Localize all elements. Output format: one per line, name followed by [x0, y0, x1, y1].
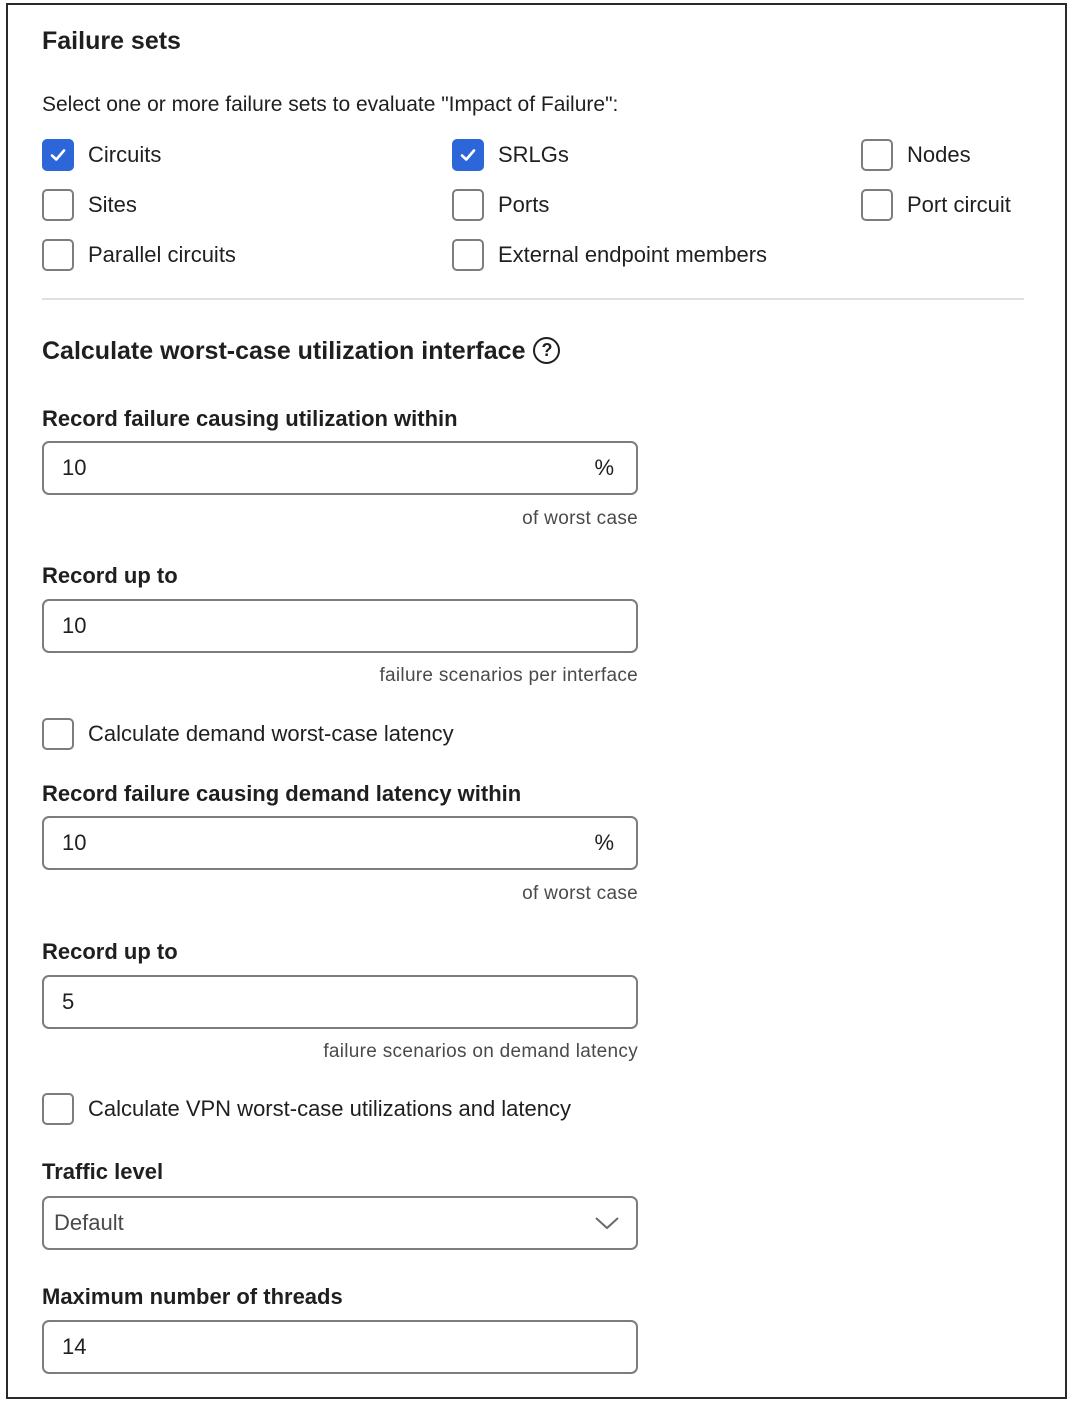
checkbox-parallel-circuits[interactable]: [42, 239, 236, 271]
percent-unit: %: [594, 830, 614, 855]
checkbox-label: Calculate VPN worst-case utilizations and latency: [88, 1096, 572, 1121]
checkbox-box[interactable]: [452, 239, 484, 271]
max-threads-input[interactable]: [42, 1320, 638, 1374]
checkbox-circuits[interactable]: [42, 139, 161, 171]
checkbox-box[interactable]: [861, 189, 893, 221]
checkbox-box[interactable]: [42, 139, 74, 171]
checkbox-label: Ports: [498, 192, 550, 217]
util-within-input[interactable]: [42, 441, 638, 495]
checkbox-port-circuit[interactable]: [861, 189, 1011, 221]
checkbox-box[interactable]: [861, 139, 893, 171]
checkbox-demand-latency[interactable]: [42, 718, 454, 750]
checkbox-label: Circuits: [88, 142, 162, 167]
settings-panel: [6, 3, 1067, 1399]
chevron-down-icon: [594, 1215, 620, 1231]
checkbox-ports[interactable]: [452, 189, 549, 221]
checkbox-nodes[interactable]: [861, 139, 971, 171]
latency-within-hint: of worst case: [522, 883, 638, 904]
checkbox-label: Sites: [88, 192, 137, 217]
checkbox-label: Nodes: [907, 142, 971, 167]
checkbox-sites[interactable]: [42, 189, 137, 221]
util-record-value[interactable]: 10: [62, 613, 87, 638]
checkbox-label: Port circuit: [907, 192, 1011, 217]
traffic-level-label: Traffic level: [42, 1159, 164, 1184]
checkbox-srlgs[interactable]: [452, 139, 569, 171]
checkmark-icon: [458, 145, 478, 165]
percent-unit: %: [594, 455, 614, 480]
util-within-label: Record failure causing utilization within: [42, 406, 458, 431]
checkbox-box[interactable]: [42, 239, 74, 271]
worst-case-title-text: Calculate worst-case utilization interface: [42, 337, 526, 365]
help-icon[interactable]: ?: [533, 337, 560, 364]
checkbox-external-endpoint-members[interactable]: [452, 239, 767, 271]
util-record-label: Record up to: [42, 563, 178, 588]
checkbox-box[interactable]: [42, 718, 74, 750]
max-threads-value[interactable]: 14: [62, 1334, 87, 1359]
latency-within-value[interactable]: 10: [62, 830, 87, 855]
latency-record-input[interactable]: [42, 975, 638, 1029]
traffic-level-value[interactable]: Default: [54, 1210, 124, 1235]
failure-sets-title: Failure sets: [42, 27, 181, 55]
util-within-value[interactable]: 10: [62, 455, 87, 480]
checkmark-icon: [48, 145, 68, 165]
checkbox-label: Parallel circuits: [88, 242, 236, 267]
traffic-level-select[interactable]: [42, 1196, 638, 1250]
checkbox-vpn-worst-case[interactable]: [42, 1093, 571, 1125]
checkbox-label: SRLGs: [498, 142, 569, 167]
latency-within-input[interactable]: [42, 816, 638, 870]
section-divider: [42, 298, 1024, 300]
util-within-hint: of worst case: [522, 508, 638, 529]
latency-record-label: Record up to: [42, 939, 178, 964]
worst-case-title: [42, 337, 560, 366]
util-record-input[interactable]: [42, 599, 638, 653]
checkbox-box[interactable]: [42, 1093, 74, 1125]
checkbox-label: External endpoint members: [498, 242, 768, 267]
checkbox-label: Calculate demand worst-case latency: [88, 721, 454, 746]
checkbox-box[interactable]: [452, 189, 484, 221]
checkbox-box[interactable]: [42, 189, 74, 221]
checkbox-box[interactable]: [452, 139, 484, 171]
max-threads-label: Maximum number of threads: [42, 1284, 343, 1309]
util-record-hint: failure scenarios per interface: [379, 665, 638, 686]
failure-sets-intro: Select one or more failure sets to evaluate "Impact of Failure":: [42, 93, 619, 116]
latency-record-value[interactable]: 5: [62, 989, 75, 1014]
latency-within-label: Record failure causing demand latency within: [42, 781, 522, 806]
latency-record-hint: failure scenarios on demand latency: [323, 1041, 638, 1062]
